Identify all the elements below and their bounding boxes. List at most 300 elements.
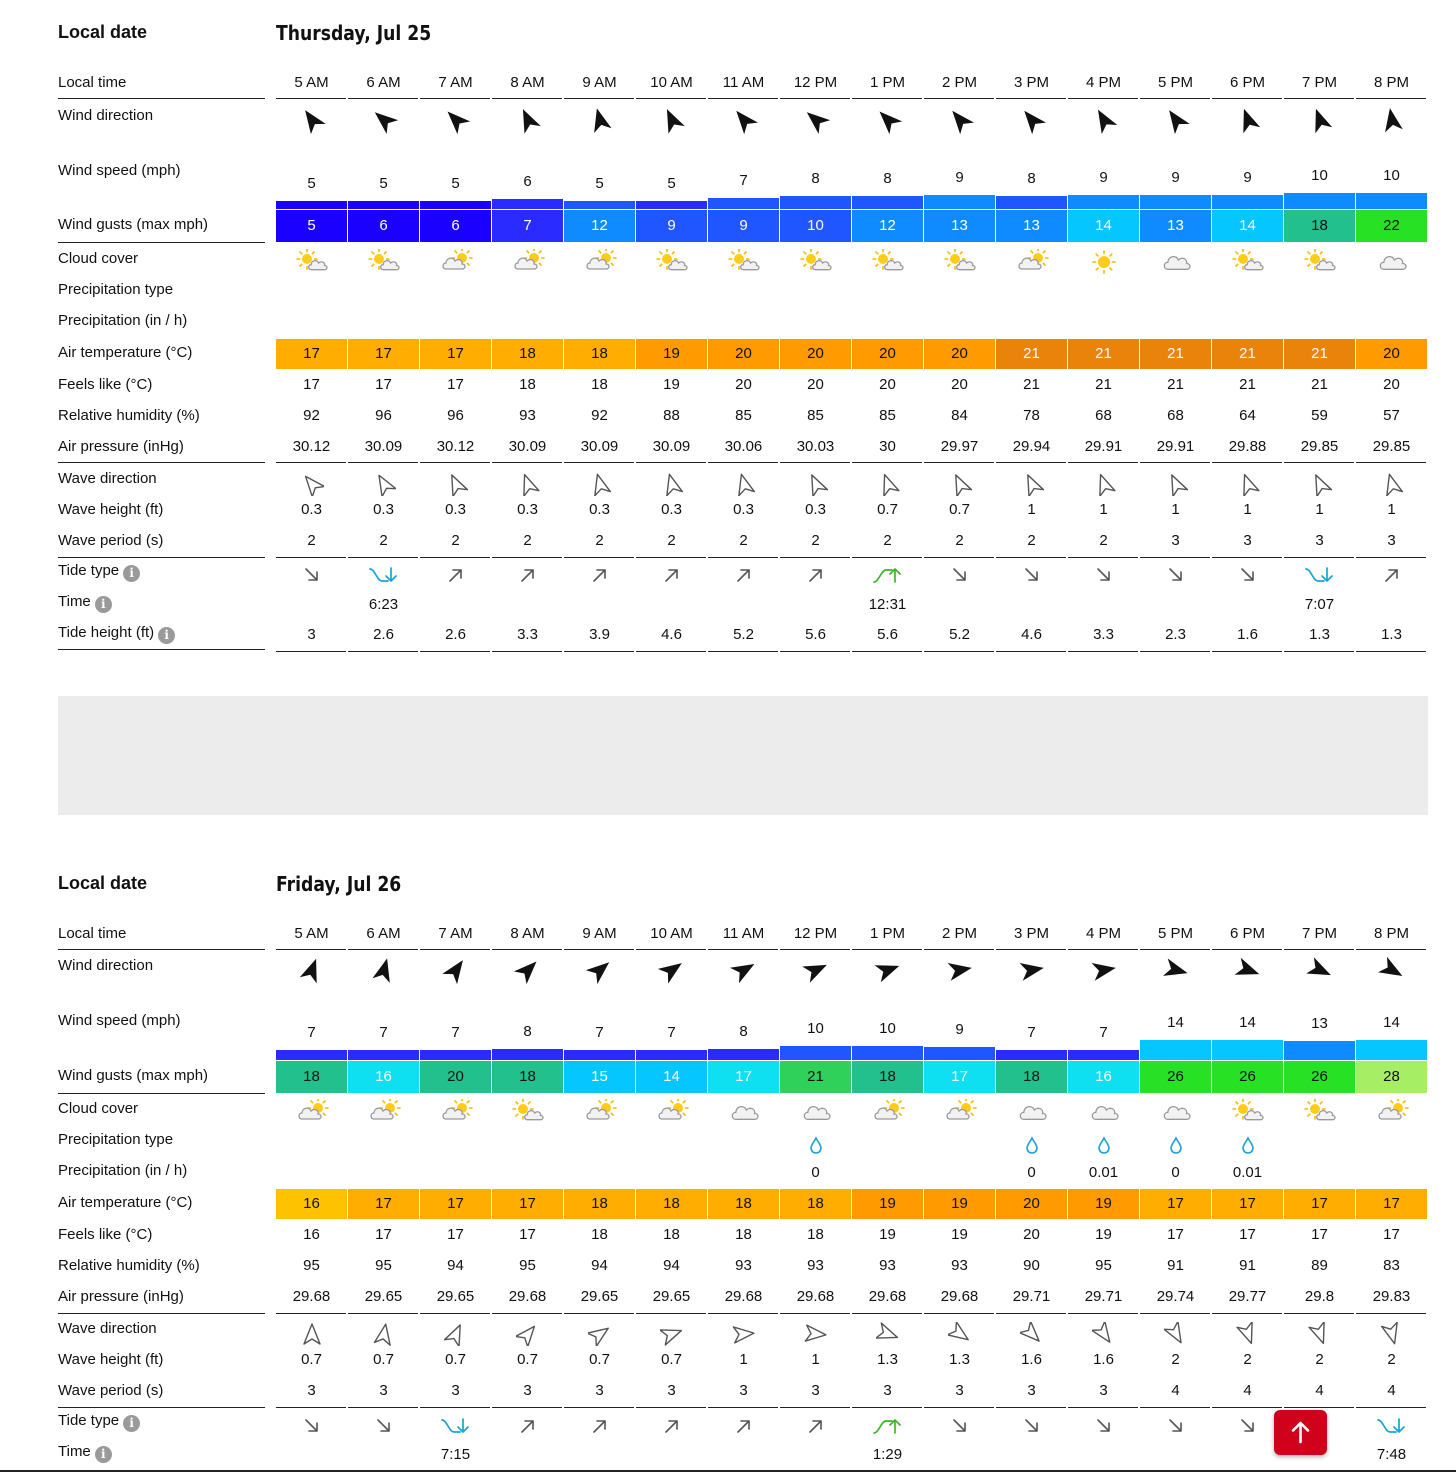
air-temp-value: 18 bbox=[735, 1195, 752, 1212]
low-tide-icon bbox=[420, 1415, 491, 1442]
local-time-cell: 7 PM bbox=[1301, 925, 1337, 942]
divider bbox=[348, 949, 418, 950]
cloud-cover-icon bbox=[780, 249, 851, 280]
cloud-cover-icon bbox=[1140, 1099, 1211, 1130]
row-label bbox=[58, 376, 265, 394]
row-label bbox=[58, 1320, 265, 1338]
wave-period-value: 2 bbox=[955, 532, 964, 549]
row-label bbox=[58, 438, 265, 456]
row-label-text: Relative humidity (%) bbox=[58, 407, 200, 424]
feels-like-value: 18 bbox=[807, 1226, 824, 1243]
local-time-cell: 6 AM bbox=[366, 74, 401, 91]
cell-separator bbox=[1139, 1189, 1140, 1219]
wave-direction-icon bbox=[276, 472, 347, 501]
cloud-cover-icon bbox=[1068, 1099, 1139, 1130]
wave-direction-icon bbox=[1068, 472, 1139, 501]
wind-speed-bar bbox=[564, 201, 635, 209]
cell-separator bbox=[635, 210, 636, 242]
air-temp-value: 17 bbox=[447, 1195, 464, 1212]
feels-like-value: 20 bbox=[879, 376, 896, 393]
wind-gust-value: 9 bbox=[739, 217, 748, 234]
cloud-cover-icon bbox=[1212, 249, 1283, 280]
divider bbox=[58, 949, 265, 950]
cell-separator bbox=[563, 1061, 564, 1093]
wind-speed-bar bbox=[348, 201, 419, 209]
divider bbox=[1212, 1313, 1282, 1314]
row-label bbox=[58, 74, 265, 92]
wind-speed-bar bbox=[996, 1050, 1067, 1060]
wave-period-value: 3 bbox=[1027, 1382, 1036, 1399]
arrow-up-icon bbox=[1288, 1420, 1313, 1445]
wave-height-value: 0.3 bbox=[805, 501, 826, 518]
cloud-cover-icon bbox=[276, 249, 347, 280]
wave-direction-icon bbox=[1356, 1322, 1427, 1351]
date-heading: Friday, Jul 26 bbox=[276, 872, 402, 896]
divider bbox=[58, 1407, 265, 1408]
cell-separator bbox=[1067, 1061, 1068, 1093]
cloud-cover-icon bbox=[1356, 249, 1427, 280]
feels-like-value: 19 bbox=[951, 1226, 968, 1243]
air-temp-value: 20 bbox=[807, 345, 824, 362]
wind-direction-icon bbox=[1356, 956, 1427, 989]
tide-height-value: 2.3 bbox=[1165, 626, 1186, 643]
info-icon[interactable]: i bbox=[123, 1415, 140, 1432]
divider bbox=[492, 98, 562, 99]
cloud-cover-icon bbox=[996, 249, 1067, 280]
cell-separator bbox=[1283, 210, 1284, 242]
wave-height-value: 0.7 bbox=[949, 501, 970, 518]
wave-height-value: 0.7 bbox=[373, 1351, 394, 1368]
row-label-text: Precipitation (in / h) bbox=[58, 1162, 188, 1179]
humidity-value: 95 bbox=[303, 1257, 320, 1274]
air-temp-value: 18 bbox=[591, 1195, 608, 1212]
humidity-value: 85 bbox=[807, 407, 824, 424]
row-label bbox=[58, 925, 265, 943]
divider bbox=[924, 98, 994, 99]
wind-gust-value: 16 bbox=[1095, 1068, 1112, 1085]
divider bbox=[852, 98, 922, 99]
row-label bbox=[58, 344, 265, 362]
wind-speed-value: 8 bbox=[523, 1023, 532, 1040]
wind-direction-icon bbox=[996, 956, 1067, 989]
local-time-cell: 7 AM bbox=[438, 74, 473, 91]
scroll-to-top-button[interactable] bbox=[1274, 1410, 1327, 1455]
tide-height-value: 2.6 bbox=[445, 626, 466, 643]
divider bbox=[1356, 557, 1426, 558]
wave-period-value: 3 bbox=[739, 1382, 748, 1399]
feels-like-value: 21 bbox=[1095, 376, 1112, 393]
info-icon[interactable]: i bbox=[158, 627, 175, 644]
cell-separator bbox=[995, 1189, 996, 1219]
wind-direction-icon bbox=[348, 956, 419, 989]
wind-speed-value: 7 bbox=[1027, 1024, 1036, 1041]
wind-gust-value: 12 bbox=[879, 217, 896, 234]
wind-direction-icon bbox=[852, 106, 923, 139]
feels-like-value: 16 bbox=[303, 1226, 320, 1243]
cloud-cover-icon bbox=[780, 1099, 851, 1130]
wave-period-value: 2 bbox=[883, 532, 892, 549]
wind-speed-bar bbox=[708, 1049, 779, 1060]
wind-speed-value: 9 bbox=[955, 1021, 964, 1038]
wind-direction-icon bbox=[924, 956, 995, 989]
row-label-text: Cloud cover bbox=[58, 250, 139, 267]
cell-separator bbox=[347, 210, 348, 242]
divider bbox=[0, 1470, 1456, 1472]
pressure-value: 29.68 bbox=[724, 1288, 763, 1305]
tide-falling-icon bbox=[1212, 564, 1283, 591]
divider bbox=[564, 557, 634, 558]
wave-direction-icon bbox=[924, 472, 995, 501]
divider bbox=[348, 98, 418, 99]
row-label bbox=[58, 1351, 265, 1369]
divider bbox=[996, 557, 1066, 558]
wave-height-value: 1 bbox=[1387, 501, 1396, 518]
divider bbox=[1356, 651, 1426, 652]
divider bbox=[996, 651, 1066, 652]
wind-speed-value: 8 bbox=[883, 170, 892, 187]
wave-height-value: 1.3 bbox=[877, 1351, 898, 1368]
wind-speed-bar bbox=[924, 195, 995, 209]
local-time-cell: 3 PM bbox=[1013, 925, 1049, 942]
wind-speed-value: 8 bbox=[739, 1023, 748, 1040]
cell-separator bbox=[635, 1189, 636, 1219]
cell-separator bbox=[419, 1189, 420, 1219]
air-temp-value: 16 bbox=[303, 1195, 320, 1212]
wind-speed-value: 8 bbox=[811, 170, 820, 187]
divider bbox=[924, 557, 994, 558]
divider bbox=[780, 651, 850, 652]
tide-rising-icon bbox=[564, 564, 635, 591]
tide-height-value: 4.6 bbox=[1021, 626, 1042, 643]
pressure-value: 29.68 bbox=[868, 1288, 907, 1305]
feels-like-value: 20 bbox=[735, 376, 752, 393]
wind-gust-value: 21 bbox=[807, 1068, 824, 1085]
tide-rising-icon bbox=[564, 1415, 635, 1442]
cell-separator bbox=[347, 1061, 348, 1093]
wind-direction-icon bbox=[636, 956, 707, 989]
tide-falling-icon bbox=[924, 564, 995, 591]
cell-separator bbox=[1067, 339, 1068, 369]
row-label-text: Air pressure (inHg) bbox=[58, 1288, 184, 1305]
wind-speed-bar bbox=[1356, 1040, 1427, 1060]
wind-gust-value: 15 bbox=[591, 1068, 608, 1085]
tide-height-value: 5.2 bbox=[733, 626, 754, 643]
wind-speed-value: 7 bbox=[307, 1024, 316, 1041]
wind-gust-value: 6 bbox=[451, 217, 460, 234]
wave-height-value: 2 bbox=[1243, 1351, 1252, 1368]
cell-separator bbox=[1139, 1061, 1140, 1093]
wind-gust-value: 18 bbox=[1311, 217, 1328, 234]
wind-speed-bar bbox=[492, 1049, 563, 1060]
tide-rising-icon bbox=[636, 564, 707, 591]
cell-separator bbox=[923, 1189, 924, 1219]
cloud-cover-icon bbox=[420, 249, 491, 280]
local-time-cell: 8 AM bbox=[510, 74, 545, 91]
wave-direction-icon bbox=[348, 472, 419, 501]
tide-height-value: 3.3 bbox=[1093, 626, 1114, 643]
wind-gust-value: 12 bbox=[591, 217, 608, 234]
tide-height-value: 1.6 bbox=[1237, 626, 1258, 643]
wave-period-value: 2 bbox=[451, 532, 460, 549]
tide-height-value: 5.6 bbox=[877, 626, 898, 643]
wave-height-value: 1 bbox=[811, 1351, 820, 1368]
feels-like-value: 20 bbox=[1383, 376, 1400, 393]
wave-period-value: 2 bbox=[595, 532, 604, 549]
pressure-value: 29.68 bbox=[292, 1288, 331, 1305]
precipitation-value: 0 bbox=[1171, 1164, 1180, 1181]
wind-speed-value: 9 bbox=[1171, 169, 1180, 186]
divider bbox=[996, 1407, 1066, 1408]
row-label bbox=[58, 1257, 265, 1275]
cloud-cover-icon bbox=[348, 1099, 419, 1130]
row-label-text: Air temperature (°C) bbox=[58, 344, 193, 361]
precipitation-value: 0.01 bbox=[1232, 1164, 1263, 1181]
feels-like-value: 18 bbox=[735, 1226, 752, 1243]
cloud-cover-icon bbox=[1140, 249, 1211, 280]
wind-direction-icon bbox=[276, 956, 347, 989]
row-label bbox=[58, 1012, 265, 1030]
divider bbox=[924, 1313, 994, 1314]
divider bbox=[564, 651, 634, 652]
tide-time-value: 6:23 bbox=[368, 596, 399, 613]
tide-time-value: 7:07 bbox=[1304, 596, 1335, 613]
local-time-cell: 2 PM bbox=[941, 925, 977, 942]
cell-separator bbox=[1283, 1061, 1284, 1093]
tide-falling-icon bbox=[276, 564, 347, 591]
wind-direction-icon bbox=[780, 106, 851, 139]
wind-direction-icon bbox=[1140, 106, 1211, 139]
wind-speed-value: 5 bbox=[379, 175, 388, 192]
local-date-label: Local date bbox=[58, 873, 148, 893]
local-time-cell: 6 PM bbox=[1229, 925, 1265, 942]
divider bbox=[420, 1407, 490, 1408]
divider bbox=[708, 98, 778, 99]
wave-height-value: 2 bbox=[1171, 1351, 1180, 1368]
divider bbox=[348, 1313, 418, 1314]
wind-speed-bar bbox=[1068, 195, 1139, 209]
pressure-value: 29.8 bbox=[1304, 1288, 1335, 1305]
wave-height-value: 0.3 bbox=[373, 501, 394, 518]
row-label-text: Precipitation type bbox=[58, 281, 174, 298]
local-time-cell: 7 AM bbox=[438, 925, 473, 942]
divider bbox=[420, 651, 490, 652]
pressure-value: 29.85 bbox=[1372, 438, 1411, 455]
info-icon[interactable]: i bbox=[95, 1446, 112, 1463]
divider bbox=[636, 1313, 706, 1314]
divider bbox=[636, 98, 706, 99]
divider bbox=[636, 557, 706, 558]
humidity-value: 85 bbox=[735, 407, 752, 424]
tide-time-value: 7:15 bbox=[440, 1446, 471, 1463]
feels-like-value: 19 bbox=[1095, 1226, 1112, 1243]
wave-height-value: 2 bbox=[1315, 1351, 1324, 1368]
air-temp-value: 17 bbox=[375, 1195, 392, 1212]
precipitation-value: 0 bbox=[811, 1164, 820, 1181]
feels-like-value: 20 bbox=[951, 376, 968, 393]
cell-separator bbox=[995, 339, 996, 369]
tide-rising-icon bbox=[1356, 564, 1427, 591]
row-label-text: Wave height (ft) bbox=[58, 1351, 164, 1368]
cloud-cover-icon bbox=[276, 1099, 347, 1130]
pressure-value: 29.65 bbox=[436, 1288, 475, 1305]
cloud-cover-icon bbox=[924, 1099, 995, 1130]
row-label-text: Tide type bbox=[58, 1412, 120, 1429]
divider bbox=[996, 1313, 1066, 1314]
row-label-text: Precipitation type bbox=[58, 1131, 174, 1148]
cell-separator bbox=[1355, 210, 1356, 242]
divider bbox=[1356, 949, 1426, 950]
wave-period-value: 4 bbox=[1315, 1382, 1324, 1399]
wave-period-value: 2 bbox=[1027, 532, 1036, 549]
row-label bbox=[58, 107, 265, 125]
cell-separator bbox=[419, 1061, 420, 1093]
divider bbox=[564, 98, 634, 99]
cell-separator bbox=[1355, 1189, 1356, 1219]
divider bbox=[780, 949, 850, 950]
humidity-value: 94 bbox=[591, 1257, 608, 1274]
cell-separator bbox=[995, 1061, 996, 1093]
row-label bbox=[58, 1131, 265, 1149]
divider bbox=[708, 557, 778, 558]
feels-like-value: 17 bbox=[375, 376, 392, 393]
wind-speed-value: 7 bbox=[379, 1024, 388, 1041]
divider bbox=[1284, 98, 1354, 99]
wave-height-value: 0.7 bbox=[445, 1351, 466, 1368]
cloud-cover-icon bbox=[708, 1099, 779, 1130]
wave-direction-icon bbox=[852, 472, 923, 501]
divider bbox=[1284, 949, 1354, 950]
divider bbox=[1356, 1313, 1426, 1314]
divider bbox=[492, 462, 562, 463]
row-label bbox=[58, 501, 265, 519]
wave-direction-icon bbox=[1212, 1322, 1283, 1351]
air-temp-value: 19 bbox=[879, 1195, 896, 1212]
wind-speed-bar bbox=[1284, 193, 1355, 209]
row-label bbox=[58, 1412, 265, 1432]
cell-separator bbox=[1211, 1189, 1212, 1219]
divider bbox=[58, 557, 265, 558]
wave-period-value: 3 bbox=[1387, 532, 1396, 549]
tide-falling-icon bbox=[348, 1415, 419, 1442]
row-label-text: Tide height (ft) bbox=[58, 624, 155, 641]
row-label-text: Feels like (°C) bbox=[58, 1226, 153, 1243]
humidity-value: 96 bbox=[375, 407, 392, 424]
divider bbox=[852, 1313, 922, 1314]
divider bbox=[636, 949, 706, 950]
local-time-cell: 11 AM bbox=[722, 925, 765, 942]
pressure-value: 29.85 bbox=[1300, 438, 1339, 455]
wind-speed-value: 9 bbox=[955, 169, 964, 186]
wind-gust-value: 10 bbox=[807, 217, 824, 234]
pressure-value: 30 bbox=[879, 438, 896, 455]
wind-speed-value: 14 bbox=[1383, 1014, 1400, 1031]
cell-separator bbox=[563, 210, 564, 242]
cell-separator bbox=[1211, 339, 1212, 369]
wave-period-value: 4 bbox=[1171, 1382, 1180, 1399]
local-time-cell: 12 PM bbox=[793, 74, 838, 91]
row-label bbox=[58, 470, 265, 488]
wind-speed-value: 14 bbox=[1167, 1014, 1184, 1031]
wave-direction-icon bbox=[1356, 472, 1427, 501]
wave-period-value: 2 bbox=[1099, 532, 1108, 549]
divider bbox=[1212, 1407, 1282, 1408]
wind-direction-icon bbox=[492, 956, 563, 989]
wave-direction-icon bbox=[636, 1322, 707, 1351]
divider bbox=[852, 462, 922, 463]
cell-separator bbox=[707, 339, 708, 369]
cell-separator bbox=[707, 1061, 708, 1093]
tide-falling-icon bbox=[1140, 564, 1211, 591]
wave-direction-icon bbox=[564, 1322, 635, 1351]
pressure-value: 29.71 bbox=[1084, 1288, 1123, 1305]
row-label-text: Wind gusts (max mph) bbox=[58, 1067, 209, 1084]
wave-direction-icon bbox=[1284, 472, 1355, 501]
wind-speed-bar bbox=[996, 196, 1067, 209]
info-icon[interactable]: i bbox=[123, 565, 140, 582]
tide-rising-icon bbox=[492, 564, 563, 591]
humidity-value: 93 bbox=[807, 1257, 824, 1274]
row-label bbox=[58, 1226, 265, 1244]
cell-separator bbox=[923, 1061, 924, 1093]
divider bbox=[780, 462, 850, 463]
divider bbox=[1212, 557, 1282, 558]
feels-like-value: 21 bbox=[1167, 376, 1184, 393]
ad-placeholder bbox=[58, 696, 1428, 815]
wind-gust-value: 22 bbox=[1383, 217, 1400, 234]
row-label-text: Wave period (s) bbox=[58, 1382, 164, 1399]
cloud-cover-icon bbox=[636, 1099, 707, 1130]
wind-direction-icon bbox=[852, 956, 923, 989]
humidity-value: 96 bbox=[447, 407, 464, 424]
feels-like-value: 18 bbox=[663, 1226, 680, 1243]
wind-speed-bar bbox=[1140, 1040, 1211, 1060]
wave-period-value: 3 bbox=[379, 1382, 388, 1399]
tide-height-value: 3.9 bbox=[589, 626, 610, 643]
humidity-value: 68 bbox=[1167, 407, 1184, 424]
cloud-cover-icon bbox=[492, 1099, 563, 1130]
divider bbox=[1284, 1407, 1354, 1408]
divider bbox=[636, 462, 706, 463]
tide-height-value: 4.6 bbox=[661, 626, 682, 643]
divider bbox=[58, 462, 265, 463]
wind-speed-bar bbox=[780, 1046, 851, 1060]
local-time-cell: 8 PM bbox=[1373, 925, 1409, 942]
divider bbox=[348, 1407, 418, 1408]
feels-like-value: 19 bbox=[879, 1226, 896, 1243]
pressure-value: 30.09 bbox=[364, 438, 403, 455]
wave-direction-icon bbox=[420, 1322, 491, 1351]
humidity-value: 57 bbox=[1383, 407, 1400, 424]
wind-speed-value: 5 bbox=[595, 175, 604, 192]
wind-speed-bar bbox=[852, 1046, 923, 1060]
tide-rising-icon bbox=[708, 564, 779, 591]
info-icon[interactable]: i bbox=[95, 596, 112, 613]
air-temp-value: 20 bbox=[951, 345, 968, 362]
wind-speed-bar bbox=[1356, 193, 1427, 209]
wind-gust-value: 18 bbox=[519, 1068, 536, 1085]
wave-height-value: 0.7 bbox=[877, 501, 898, 518]
row-label bbox=[58, 281, 265, 299]
cell-separator bbox=[779, 210, 780, 242]
precipitation-value: 0.01 bbox=[1088, 1164, 1119, 1181]
wave-direction-icon bbox=[996, 472, 1067, 501]
wind-speed-bar bbox=[924, 1047, 995, 1060]
wind-speed-bar bbox=[636, 1050, 707, 1060]
wave-direction-icon bbox=[1068, 1322, 1139, 1351]
wave-height-value: 1.6 bbox=[1093, 1351, 1114, 1368]
cloud-cover-icon bbox=[1212, 1099, 1283, 1130]
wind-speed-value: 10 bbox=[807, 1020, 824, 1037]
